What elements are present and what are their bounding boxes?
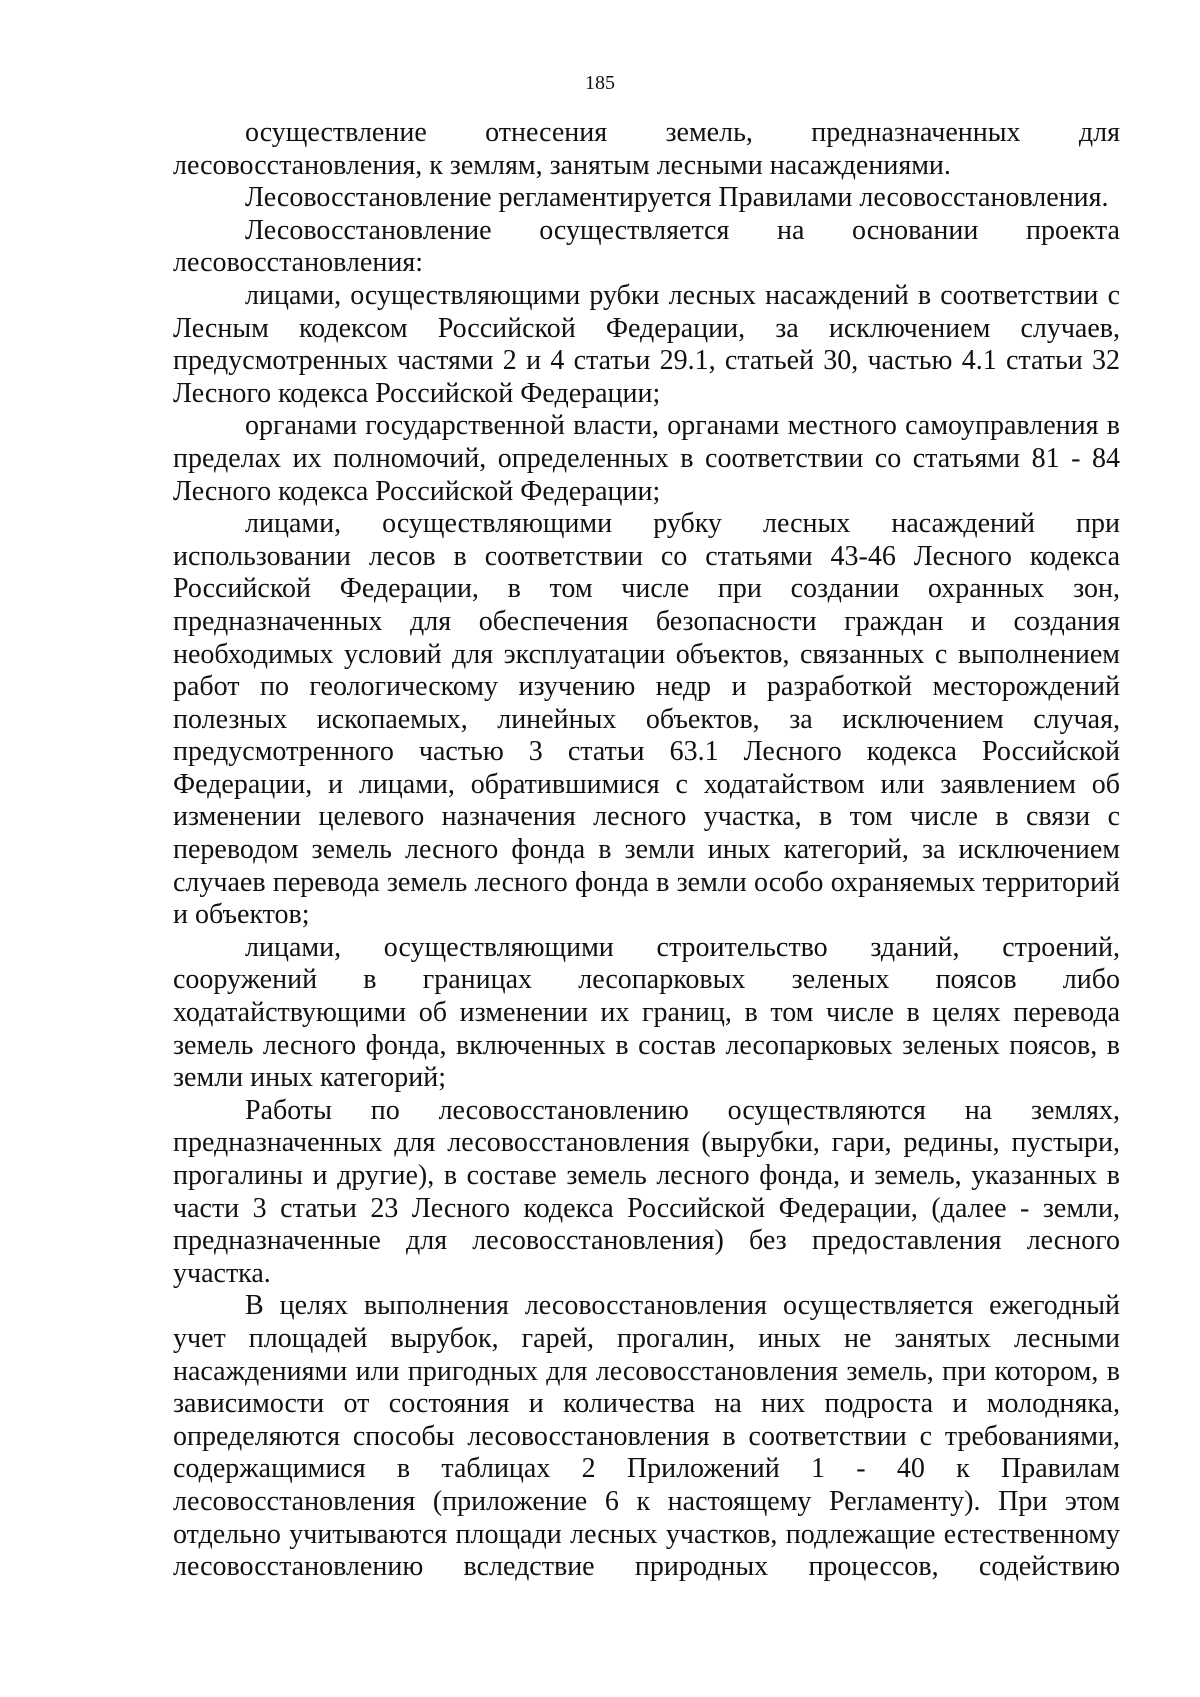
page-number: 185 [585,72,615,94]
paragraph-construction-persons: лицами, осуществляющими строительство зданий, строений, сооружений в границах лесопарковых зеленых поясов либо ходатайствующими об изменении их границ, в том числе в целях перевода земель лесного фонда, включенных в состав лесопарковых зеленых поясов, в земли иных категорий; [173,931,1120,1094]
paragraph-reforestation-rules: Лесовосстановление регламентируется Правилами лесовосстановления. [245,182,1109,214]
paragraph-reforestation-works: Работы по лесовосстановлению осуществляются на землях, предназначенных для лесовосстановления (вырубки, гари, редины, пустыри, прогалины и другие), в составе земель лесного фонда, и земель, указанных в части 3 статьи 23 Лесного кодекса Российской Федерации, (далее - земли, предназначенные для лесовосстановления) без предоставления лесного участка. [173,1094,1120,1289]
document-body [173,117,1120,1584]
paragraph-felling-persons: лицами, осуществляющими рубки лесных насаждений в соответствии с Лесным кодексом Российской Федерации, за исключением случаев, предусмотренных частями 2 и 4 статьи 29.1, статьей 30, частью 4.1 статьи 32 Лесного кодекса Российской Федерации; [173,279,1120,409]
paragraph-land-assignment: осуществление отнесения земель, предназначенных для лесовосстановления, к землям, занятым лесными насаждениями. [173,117,1120,181]
paragraph-annual-accounting: В целях выполнения лесовосстановления осуществляется ежегодный учет площадей вырубок, гарей, прогалин, иных не занятых лесными насаждениями или пригодных для лесовосстановления земель, при котором, в зависимости от состояния и количества на них подроста и молодняка, определяются способы лесовосстановления в соответствии с требованиями, содержащимися в таблицах 2 Приложений 1 - 40 к Правилам лесовосстановления (приложение 6 к настоящему Регламенту). При этом отдельно учитываются площади лесных участков, подлежащие естественному лесовосстановлению вследствие природных процессов, содействию [173,1290,1120,1583]
paragraph-government-bodies: органами государственной власти, органами местного самоуправления в пределах их полномочий, определенных в соответствии со статьями 81 - 84 Лесного кодекса Российской Федерации; [173,410,1120,507]
paragraph-forest-use-persons: лицами, осуществляющими рубку лесных насаждений при использовании лесов в соответствии со статьями 43-46 Лесного кодекса Российской Федерации, в том числе при создании охранных зон, предназначенных для обеспечения безопасности граждан и создания необходимых условий для эксплуатации объектов, связанных с выполнением работ по геологическому изучению недр и разработкой месторождений полезных ископаемых, линейных объектов, за исключением случая, предусмотренного частью 3 статьи 63.1 Лесного кодекса Российской Федерации, и лицами, обратившимися с ходатайством или заявлением об изменении целевого назначения лесного участка, в том числе в связи с переводом земель лесного фонда в земли иных категорий, за исключением случаев перевода земель лесного фонда в земли особо охраняемых территорий и объектов; [173,508,1120,931]
paragraph-reforestation-project: Лесовосстановление осуществляется на основании проекта лесовосстановления: [173,214,1120,279]
